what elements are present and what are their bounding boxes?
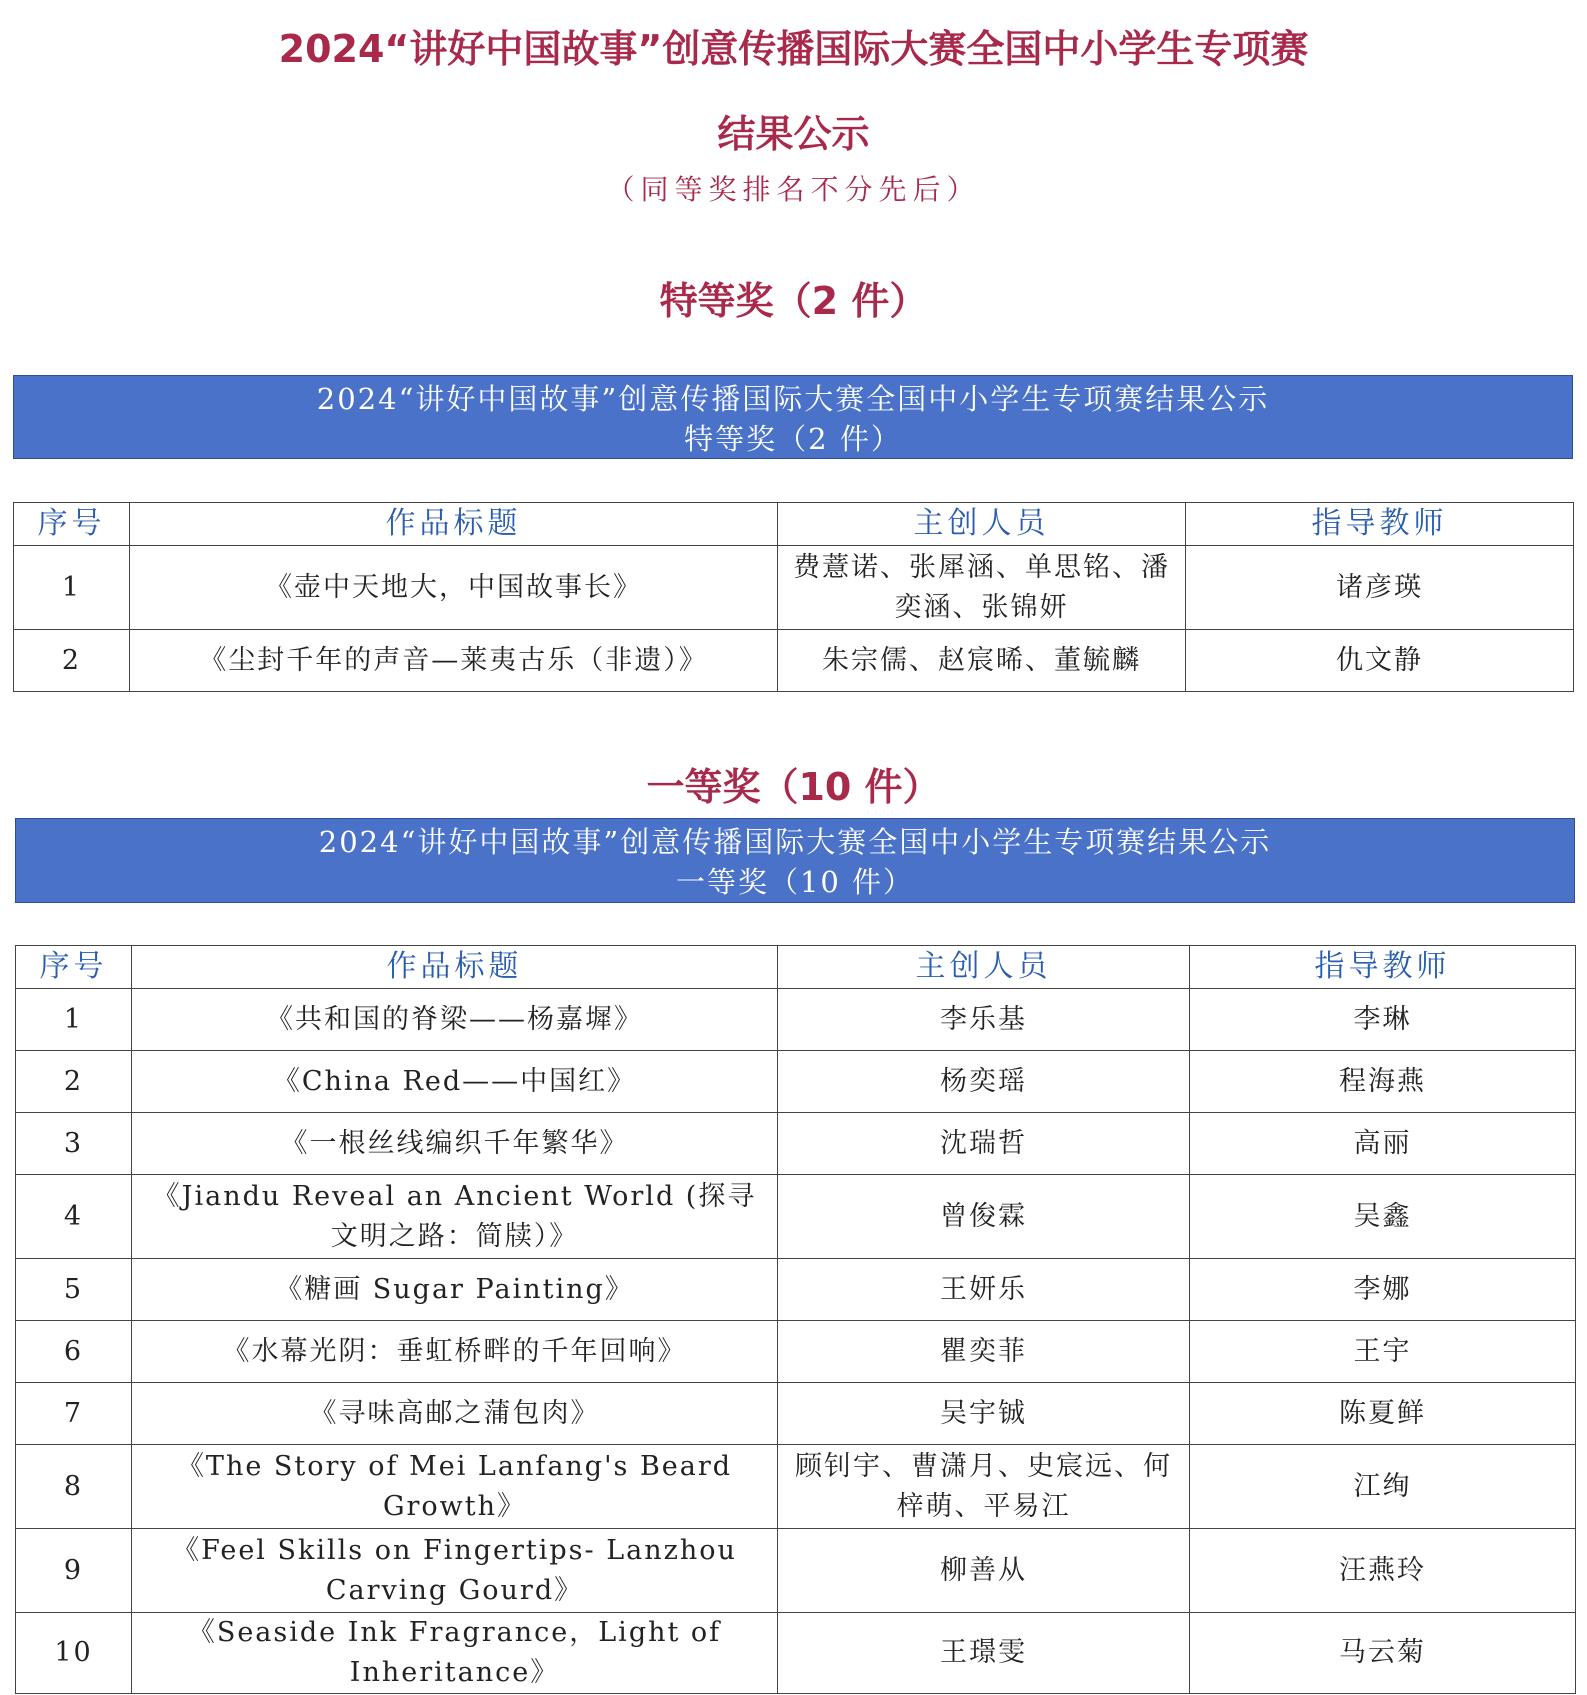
cell-creators: 费薏诺、张犀涵、单思铭、潘奕涵、张锦妍 xyxy=(778,546,1186,630)
table-header-row xyxy=(14,503,1574,546)
table-header-row xyxy=(16,946,1576,989)
table-row xyxy=(16,1445,1576,1529)
cell-no: 2 xyxy=(14,630,130,692)
cell-teacher: 汪燕玲 xyxy=(1190,1529,1576,1613)
first-prize-table xyxy=(15,945,1576,1694)
cell-title: 《Jiandu Reveal an Ancient World (探寻文明之路：简牍）》 xyxy=(132,1175,778,1259)
cell-no: 3 xyxy=(16,1113,132,1175)
cell-creators: 李乐基 xyxy=(778,989,1190,1051)
cell-no: 8 xyxy=(16,1445,132,1529)
ranking-note: （同等奖排名不分先后） xyxy=(606,173,981,206)
cell-creators: 沈瑞哲 xyxy=(778,1113,1190,1175)
cell-no: 7 xyxy=(16,1383,132,1445)
cell-title: 《Feel Skills on Fingertips- Lanzhou Carving Gourd》 xyxy=(132,1529,778,1613)
header-title: 作品标题 xyxy=(130,503,778,546)
header-creators: 主创人员 xyxy=(778,503,1186,546)
table-row xyxy=(16,1383,1576,1445)
cell-title: 《壶中天地大，中国故事长》 xyxy=(130,546,778,630)
table-row xyxy=(16,989,1576,1051)
cell-no: 5 xyxy=(16,1259,132,1321)
cell-title: 《尘封千年的声音—莱夷古乐（非遗）》 xyxy=(130,630,778,692)
header-title: 作品标题 xyxy=(132,946,778,989)
cell-teacher: 程海燕 xyxy=(1190,1051,1576,1113)
special-prize-heading: 特等奖（2 件） xyxy=(659,279,928,323)
table-row xyxy=(16,1321,1576,1383)
header-teacher: 指导教师 xyxy=(1186,503,1574,546)
header-no: 序号 xyxy=(14,503,130,546)
cell-no: 1 xyxy=(16,989,132,1051)
first-prize-heading: 一等奖（10 件） xyxy=(646,765,941,809)
cell-no: 4 xyxy=(16,1175,132,1259)
cell-title: 《Seaside Ink Fragrance，Light of Inheritance》 xyxy=(132,1613,778,1694)
cell-teacher: 仇文静 xyxy=(1186,630,1574,692)
cell-title: 《The Story of Mei Lanfang's Beard Growth》 xyxy=(132,1445,778,1529)
cell-title: 《China Red——中国红》 xyxy=(132,1051,778,1113)
cell-title: 《共和国的脊梁——杨嘉墀》 xyxy=(132,989,778,1051)
cell-title: 《水幕光阴：垂虹桥畔的千年回响》 xyxy=(132,1321,778,1383)
cell-creators: 杨奕瑶 xyxy=(778,1051,1190,1113)
banner-title: 2024“讲好中国故事”创意传播国际大赛全国中小学生专项赛结果公示 xyxy=(318,825,1272,859)
cell-teacher: 陈夏鲜 xyxy=(1190,1383,1576,1445)
table-row xyxy=(16,1113,1576,1175)
cell-teacher: 王宇 xyxy=(1190,1321,1576,1383)
first-prize-banner xyxy=(15,818,1575,903)
cell-teacher: 李娜 xyxy=(1190,1259,1576,1321)
table-row xyxy=(16,1259,1576,1321)
special-prize-banner xyxy=(13,375,1573,459)
cell-teacher: 吴鑫 xyxy=(1190,1175,1576,1259)
cell-creators: 曾俊霖 xyxy=(778,1175,1190,1259)
cell-no: 6 xyxy=(16,1321,132,1383)
cell-no: 1 xyxy=(14,546,130,630)
cell-creators: 瞿奕菲 xyxy=(778,1321,1190,1383)
cell-no: 9 xyxy=(16,1529,132,1613)
cell-teacher: 高丽 xyxy=(1190,1113,1576,1175)
banner-subtitle: 一等奖（10 件） xyxy=(675,865,915,899)
banner-subtitle: 特等奖（2 件） xyxy=(684,422,902,456)
header-no: 序号 xyxy=(16,946,132,989)
table-row xyxy=(16,1175,1576,1259)
cell-teacher: 马云菊 xyxy=(1190,1613,1576,1694)
header-teacher: 指导教师 xyxy=(1190,946,1576,989)
header-creators: 主创人员 xyxy=(778,946,1190,989)
cell-title: 《寻味高邮之蒲包肉》 xyxy=(132,1383,778,1445)
cell-no: 10 xyxy=(16,1613,132,1694)
cell-creators: 王妍乐 xyxy=(778,1259,1190,1321)
cell-creators: 朱宗儒、赵宸晞、董毓麟 xyxy=(778,630,1186,692)
cell-teacher: 江绚 xyxy=(1190,1445,1576,1529)
table-row xyxy=(14,630,1574,692)
cell-creators: 顾钊宇、曹潇月、史宸远、何梓萌、平易江 xyxy=(778,1445,1190,1529)
banner-title: 2024“讲好中国故事”创意传播国际大赛全国中小学生专项赛结果公示 xyxy=(316,382,1270,416)
main-title: 2024“讲好中国故事”创意传播国际大赛全国中小学生专项赛 xyxy=(278,27,1309,71)
cell-teacher: 诸彦瑛 xyxy=(1186,546,1574,630)
result-title: 结果公示 xyxy=(717,112,870,156)
cell-creators: 吴宇铖 xyxy=(778,1383,1190,1445)
table-row xyxy=(16,1529,1576,1613)
cell-creators: 王璟雯 xyxy=(778,1613,1190,1694)
cell-title: 《一根丝线编织千年繁华》 xyxy=(132,1113,778,1175)
cell-creators: 柳善从 xyxy=(778,1529,1190,1613)
special-prize-table xyxy=(13,502,1574,692)
cell-title: 《糖画 Sugar Painting》 xyxy=(132,1259,778,1321)
cell-teacher: 李琳 xyxy=(1190,989,1576,1051)
table-row xyxy=(16,1613,1576,1694)
cell-no: 2 xyxy=(16,1051,132,1113)
table-row xyxy=(16,1051,1576,1113)
table-row xyxy=(14,546,1574,630)
